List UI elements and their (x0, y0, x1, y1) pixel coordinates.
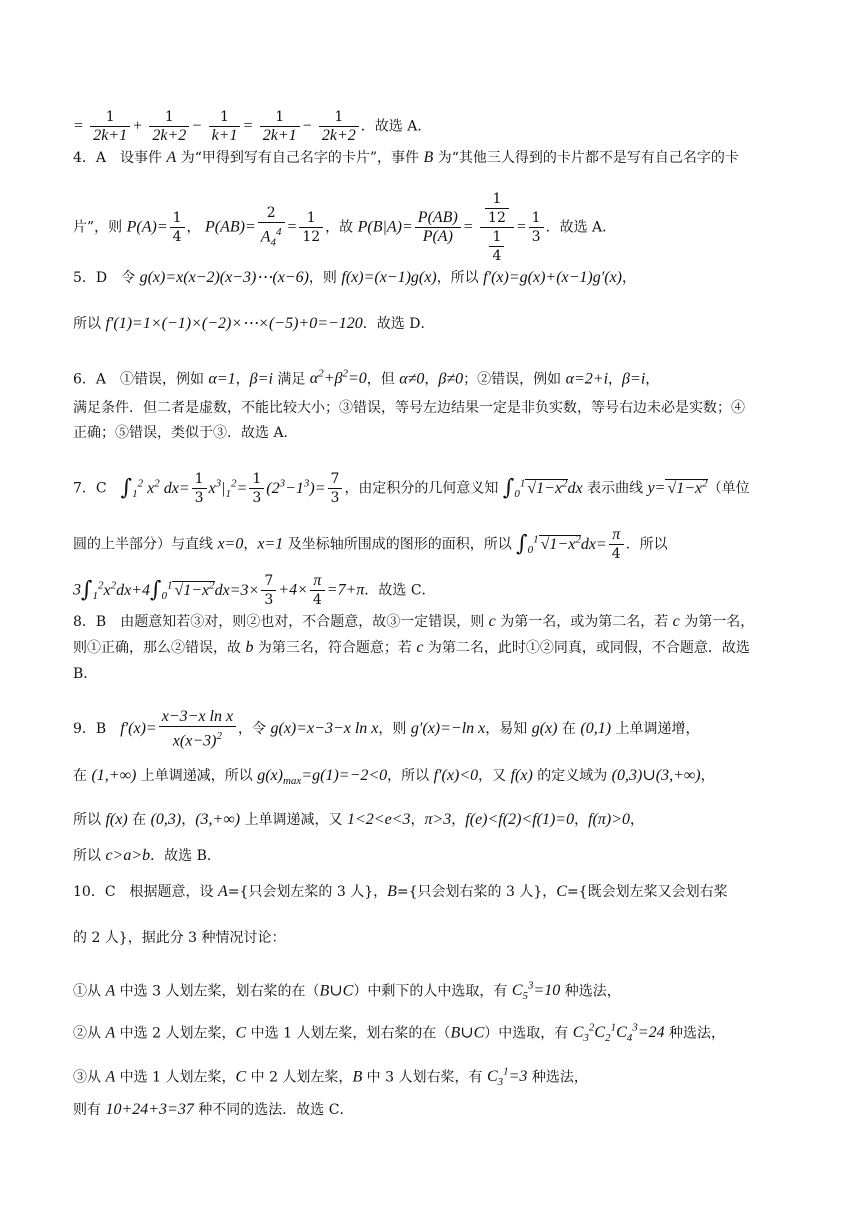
line-22: ②从 A 中选 2 人划左桨，C 中选 1 人划左桨，划右桨的在（B∪C）中选取，有 $C_3^2C_2^1C_4^3=24$ 种选法， (73, 1022, 726, 1045)
line-20: 的 2 人}，据此分 3 种情况讨论： (73, 930, 286, 946)
line-11: $3\int_1^2x^2dx+4\int_0^1$ $√1-x^2dx=3\times$ $\frac{7}{3}$ +4× $\frac{\pi}{4}$ =7+π．故选 C． (73, 572, 436, 608)
line-10: 圆的上半部分）与直线 x=0，x=1 及坐标轴所围成的图形的面积，所以 $\int_0^1$ $√1-x^2dx=$ $\frac{\pi}{4}$ ．所以 (73, 526, 668, 562)
line-9: 7．C $\int_1^2$ $x^2$ dx= $\frac{1}{3}$ $x^3|_1^2=$ $\frac{1}{3}$ $(2^3-1^3)=$ $\frac{7}{3}$ ，由定积分的几何意义知 $\int_0^1$ $√1-x^2dx$ 表示曲线 $y= √1-x^2$（单位 (73, 471, 750, 506)
line-12: 8．B 由题意知若③对，则②也对，不合题意，故③一定错误，则 c 为第一名，或为第二名，若 c 为第一名， (73, 613, 755, 630)
line-1: = $\frac{1}{2k+1}$ + $\frac{1}{2k+2}$ − $\frac{1}{k+1}$ = $\frac{1}{2k+1}$ − $\frac{1}{2k+2}$ ．故选 A． (73, 109, 432, 144)
line-8: 正确；⑤错误，类似于③．故选 A． (73, 425, 298, 441)
line-16: 在 (1,+∞) 上单调递减，所以 $g(x)_{max}=g(1)=-2<0$，所以 f′(x)<0，又 f(x) 的定义域为 (0,3)∪(3,+∞)， (73, 767, 715, 788)
line-24: 则有 10+24+3=37 种不同的选法．故选 C． (73, 1101, 354, 1118)
line-7: 满足条件．但二者是虚数，不能比较大小；③错误，等号左边结果一定是非负实数，等号右边未必是实数；④ (73, 400, 745, 416)
line-15: 9．B f′(x)= $\frac{\text{x−3−x ln x}}{x(x-3)^2}$ ，令 g(x)=x−3−x ln x，则 g′(x)=−ln x，易知 g(x) 在 (0,1) 上单调递增， (73, 708, 700, 750)
line-3: 片”，则 P(A)= $\frac{1}{4}$ ， P(AB)= $\frac{2}{A_4^4}$ = $\frac{1}{12}$ ，故 P(B|A)= $\frac{P(AB)}{P(A)}$ = $\frac{\frac{1}{12}}{\frac{1}{4}}$ = $\frac{1}{3}$ ．故选 A． (73, 191, 617, 264)
line-13: 则①正确，那么②错误，故 b 为第三名，符合题意；若 c 为第二名，此时①②同真，或同假，不合题意．故选 (73, 639, 750, 656)
line-14: B． (73, 666, 98, 682)
line-18: 所以 c>a>b．故选 B． (73, 847, 221, 864)
line-4: 5．D 令 g(x)=x(x−2)(x−3)⋯(x−6)，则 f(x)=(x−1)g(x)，所以 f′(x)=g(x)+(x−1)g′(x)， (73, 269, 637, 286)
line-17: 所以 f(x) 在 (0,3)，(3,+∞) 上单调递减，又 1<2<e<3，π>3，f(e)<f(2)<f(1)=0，f(π)>0， (73, 811, 645, 828)
line-2: 4．A 设事件 A 为“甲得到写有自己名字的卡片”，事件 B 为“其他三人得到的卡片都不是写有自己名字的卡 (73, 149, 739, 166)
line-21: ①从 A 中选 3 人划左桨，划右桨的在（B∪C）中剩下的人中选取，有 $C_5^3=10$ 种选法， (73, 980, 621, 1003)
line-5: 所以 f′(1)=1×(−1)×(−2)×⋯×(−5)+0=−120．故选 D． (73, 315, 435, 332)
line-23: ③从 A 中选 1 人划左桨，C 中 2 人划左桨，B 中 3 人划右桨，有 $C_3^1=3$ 种选法， (73, 1066, 588, 1089)
line-19: 10．C 根据题意，设 A={只会划左桨的 3 人}，B={只会划右桨的 3 人}，C={既会划左桨又会划右桨 (73, 883, 728, 900)
line-6: 6．A ①错误，例如 α=1，β=i 满足 $\alpha^2+\beta^2=0$，但 α≠0，β≠0；②错误，例如 α=2+i，β=i， (73, 368, 660, 388)
